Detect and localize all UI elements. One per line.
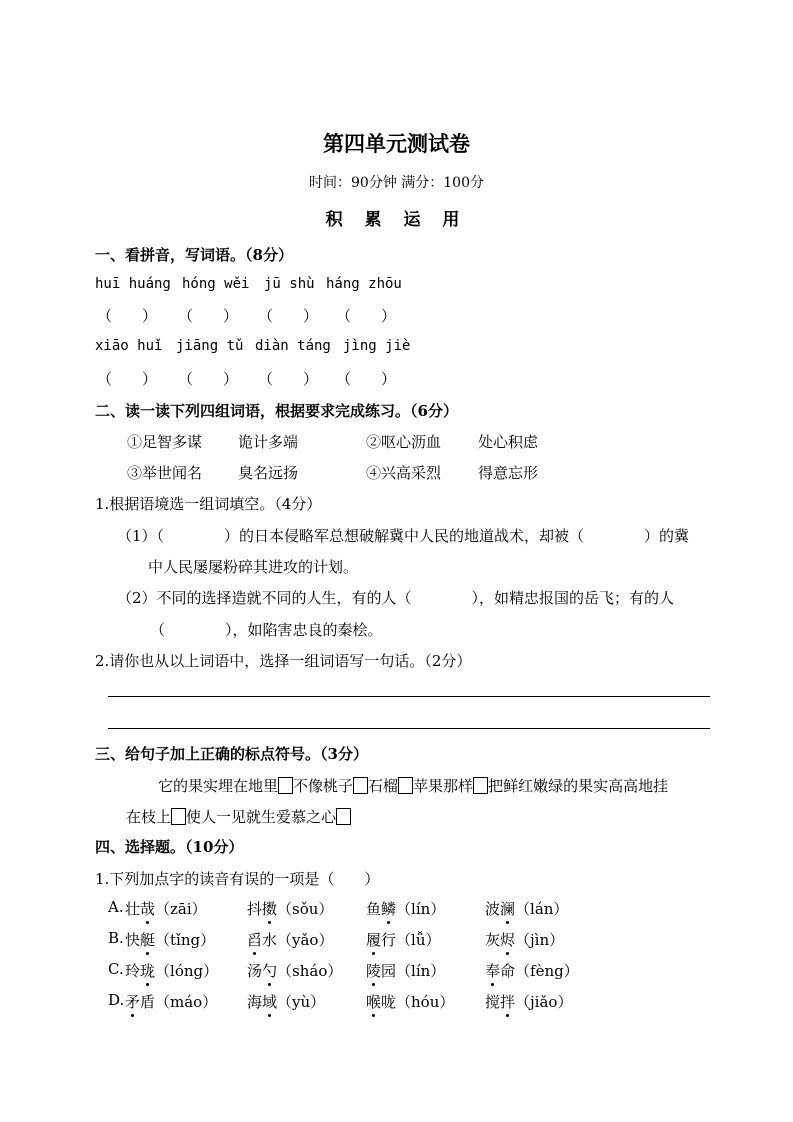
word-item: 诡计多端 bbox=[238, 433, 299, 451]
option-label-d[interactable]: D. bbox=[108, 991, 125, 1009]
option-c-item-1: 玲珑（lóng） bbox=[125, 962, 219, 980]
option-label-a[interactable]: A. bbox=[108, 898, 124, 916]
option-a-item-4: 波澜（lán） bbox=[485, 900, 569, 918]
option-d-item-4: 搅拌（jiǎo） bbox=[485, 993, 573, 1011]
punctuation-box[interactable] bbox=[336, 808, 351, 825]
question-2-1-2-line1: （2）不同的选择造就不同的人生，有的人（ ），如精忠报国的岳飞；有的人 bbox=[117, 589, 675, 607]
answer-blank[interactable]: （ ） bbox=[336, 307, 397, 325]
word-item: 处心积虑 bbox=[478, 433, 539, 451]
question-2-1-2-line2: （ ），如陷害忠良的秦桧。 bbox=[150, 621, 383, 639]
pinyin-1: huī huáng bbox=[95, 276, 171, 292]
sentence-fragment: 不像桃子 bbox=[293, 777, 354, 795]
pinyin-6: jiāng tǔ bbox=[176, 338, 244, 354]
section3-heading: 三、给句子加上正确的标点符号。（3分） bbox=[95, 745, 368, 763]
punctuation-sentence-line1 bbox=[158, 775, 668, 796]
option-label-c[interactable]: C. bbox=[108, 960, 124, 978]
sentence-fragment: 石榴 bbox=[368, 777, 399, 795]
section4-heading: 四、选择题。（10分） bbox=[95, 838, 244, 856]
answer-blank[interactable]: （ ） bbox=[97, 370, 158, 388]
word-item: ②呕心沥血 bbox=[366, 433, 442, 451]
punctuation-box[interactable] bbox=[398, 777, 413, 794]
answer-blank[interactable]: （ ） bbox=[178, 307, 239, 325]
option-d-item-2: 海域（yù） bbox=[247, 993, 326, 1011]
answer-blank[interactable]: （ ） bbox=[258, 370, 319, 388]
punctuation-box[interactable] bbox=[473, 777, 488, 794]
option-c-item-3: 陵园（lín） bbox=[366, 962, 446, 980]
question-2-1: 1.根据语境选一组词填空。（4分） bbox=[95, 495, 322, 513]
option-a-item-2: 抖擞（sǒu） bbox=[247, 900, 334, 918]
section1-heading: 一、看拼音，写词语。（8分） bbox=[95, 246, 293, 264]
pinyin-8: jìng jiè bbox=[343, 338, 411, 354]
pinyin-5: xiāo huǐ bbox=[95, 338, 163, 354]
option-b-item-1: 快艇（tǐng） bbox=[125, 931, 216, 949]
punctuation-box[interactable] bbox=[278, 777, 293, 794]
option-c-item-2: 汤勺（sháo） bbox=[247, 962, 343, 980]
option-a-item-3: 鱼鳞（lín） bbox=[366, 900, 446, 918]
sentence-fragment: 在枝上 bbox=[126, 808, 172, 826]
answer-line[interactable] bbox=[108, 696, 710, 697]
section-subtitle: 积 累 运 用 bbox=[325, 210, 468, 230]
answer-blank[interactable]: （ ） bbox=[97, 307, 158, 325]
page-title: 第四单元测试卷 bbox=[323, 131, 470, 156]
word-item: 臭名远扬 bbox=[238, 464, 299, 482]
answer-blank[interactable]: （ ） bbox=[336, 370, 397, 388]
word-item: ④兴高采烈 bbox=[366, 464, 442, 482]
answer-blank[interactable]: （ ） bbox=[178, 370, 239, 388]
question-2-1-1-line1: （1）（ ）的日本侵略军总想破解冀中人民的地道战术，却被（ ）的冀 bbox=[117, 527, 690, 545]
pinyin-7: diàn táng bbox=[255, 338, 331, 354]
option-c-item-4: 奉命（fèng） bbox=[485, 962, 579, 980]
option-b-item-4: 灰烬（jìn） bbox=[485, 931, 565, 949]
punctuation-sentence-line2 bbox=[126, 806, 351, 827]
word-item: 得意忘形 bbox=[478, 464, 539, 482]
question-4-1: 1.下列加点字的读音有误的一项是（ ） bbox=[95, 870, 380, 888]
exam-meta: 时间：90分钟 满分：100分 bbox=[309, 175, 484, 191]
option-d-item-1: 矛盾（máo） bbox=[125, 993, 218, 1011]
pinyin-2: hóng wěi bbox=[182, 276, 250, 292]
option-b-item-3: 履行（lǚ） bbox=[366, 931, 441, 949]
option-label-b[interactable]: B. bbox=[108, 929, 124, 947]
answer-blank[interactable]: （ ） bbox=[258, 307, 319, 325]
word-item: ①足智多谋 bbox=[127, 433, 203, 451]
sentence-fragment: 它的果实埋在地里 bbox=[158, 777, 279, 795]
option-a-item-1: 壮哉（zāi） bbox=[125, 900, 207, 918]
sentence-fragment: 把鲜红嫩绿的果实高高地挂 bbox=[488, 777, 669, 795]
option-d-item-3: 喉咙（hóu） bbox=[366, 993, 455, 1011]
answer-line[interactable] bbox=[108, 728, 710, 729]
word-item: ③举世闻名 bbox=[127, 464, 203, 482]
question-2-2: 2.请你也从以上词语中，选择一组词语写一句话。（2分） bbox=[95, 652, 472, 670]
punctuation-box[interactable] bbox=[171, 808, 186, 825]
sentence-fragment: 苹果那样 bbox=[413, 777, 474, 795]
question-2-1-1-line2: 中人民屡屡粉碎其进攻的计划。 bbox=[148, 558, 359, 576]
section2-heading: 二、读一读下列四组词语，根据要求完成练习。（6分） bbox=[95, 402, 458, 420]
pinyin-4: háng zhōu bbox=[326, 276, 402, 292]
punctuation-box[interactable] bbox=[353, 777, 368, 794]
pinyin-3: jū shù bbox=[264, 276, 315, 292]
option-b-item-2: 舀水（yǎo） bbox=[247, 931, 334, 949]
sentence-fragment: 使人一见就生爱慕之心 bbox=[186, 808, 337, 826]
